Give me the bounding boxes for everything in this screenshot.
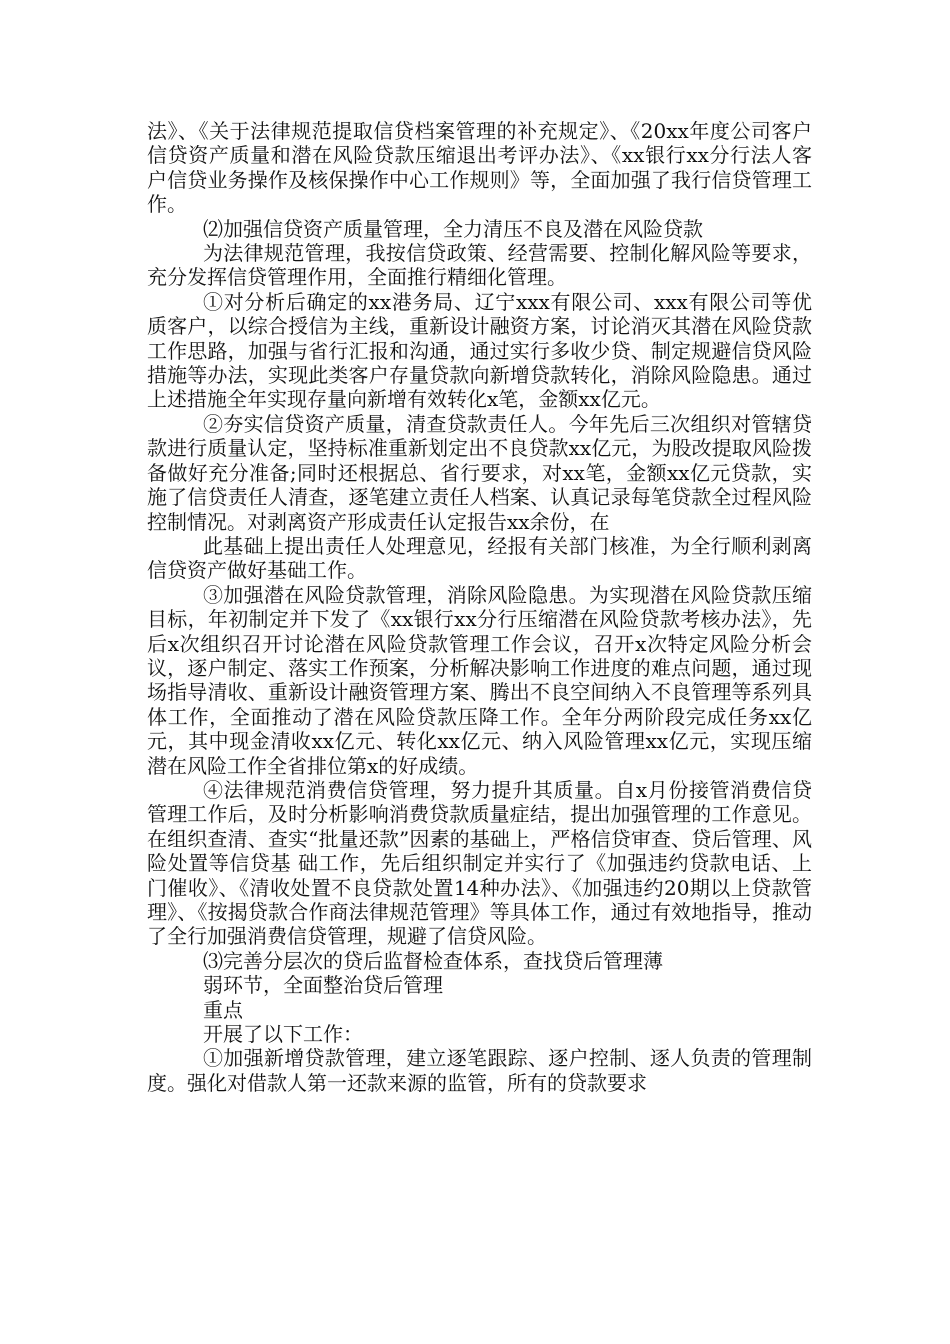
- paragraph-heading-3-line-3: 重点: [203, 997, 243, 1022]
- paragraph-item-2: ②夯实信贷资产质量，清查贷款责任人。今年先后三次组织对管辖贷款进行质量认定，坚持标准重新划定出不良贷款xx亿元，为股改提取风险拨备做好充分准备;同时还根据总、省行要求，对xx笔，金额xx亿元贷款，实施了信贷责任人清查，逐笔建立责任人档案、认真记录每笔贷款全过程风险控制情况。对剥离资产形成责任认定报告xx余份，在: [147, 411, 812, 534]
- paragraph-regulations-list: 法》、《关于法律规范提取信贷档案管理的补充规定》、《20xx年度公司客户信贷资产质量和潜在风险贷款压缩退出考评办法》、《xx银行xx分行法人客户信贷业务操作及核保操作中心工作规则》等，全面加强了我行信贷管理工作。: [147, 119, 812, 217]
- paragraph-item-4: ④法律规范消费信贷管理，努力提升其质量。自x月份接管消费信贷管理工作后，及时分析影响消费贷款质量症结，提出加强管理的工作意见。在组织查清、查实“批量还款”因素的基础上，严格信贷审查、贷后管理、风险处置等信贷基 础工作，先后组织制定并实行了《加强违约贷款电话、上门催收》、《清收处置不良贷款处置14种办法》、《加强违约20期以上贷款管理》、《按揭贷款合作商法律规范管理》等具体工作，通过有效地指导，推动了全行加强消费信贷管理，规避了信贷风险。: [147, 777, 812, 949]
- document-body: [147, 119, 812, 1095]
- paragraph-heading-3: ⑶完善分层次的贷后监督检查体系，查找贷后管理薄: [203, 948, 663, 973]
- paragraph-item-1: ①对分析后确定的xx港务局、辽宁xxx有限公司、xxx有限公司等优质客户，以综合授信为主线，重新设计融资方案，讨论消灭其潜在风险贷款工作思路，加强与省行汇报和沟通，通过实行多收少贷、制定规避信贷风险措施等办法，实现此类客户存量贷款向新增贷款转化，消除风险隐患。通过上述措施全年实现存量向新增有效转化x笔，金额xx亿元。: [147, 289, 812, 412]
- paragraph-heading-3-line-2: 弱环节，全面整治贷后管理: [203, 973, 443, 998]
- paragraph-item-5: ①加强新增贷款管理，建立逐笔跟踪、逐户控制、逐人负责的管理制度。强化对借款人第一还款来源的监管，所有的贷款要求: [147, 1046, 812, 1095]
- paragraph-heading-2: ⑵加强信贷资产质量管理，全力清压不良及潜在风险贷款: [203, 216, 703, 241]
- paragraph-intro: 为法律规范管理，我按信贷政策、经营需要、控制化解风险等要求，充分发挥信贷管理作用，全面推行精细化管理。: [147, 241, 812, 290]
- paragraph-heading-3-line-4: 开展了以下工作：: [203, 1022, 363, 1047]
- paragraph-item-2-continued: 此基础上提出责任人处理意见，经报有关部门核准，为全行顺利剥离信贷资产做好基础工作。: [147, 533, 812, 583]
- paragraph-item-3: ③加强潜在风险贷款管理，消除风险隐患。为实现潜在风险贷款压缩目标，年初制定并下发了《xx银行xx分行压缩潜在风险贷款考核办法》，先后x次组织召开讨论潜在风险贷款管理工作会议，召开x次特定风险分析会议，逐户制定、落实工作预案，分析解决影响工作进度的难点问题，通过现场指导清收、重新设计融资管理方案、腾出不良空间纳入不良管理等系列具体工作，全面推动了潜在风险贷款压降工作。全年分两阶段完成任务xx亿元，其中现金清收xx亿元、转化xx亿元、纳入风险管理xx亿元，实现压缩潜在风险工作全省排位第x的好成绩。: [147, 582, 812, 778]
